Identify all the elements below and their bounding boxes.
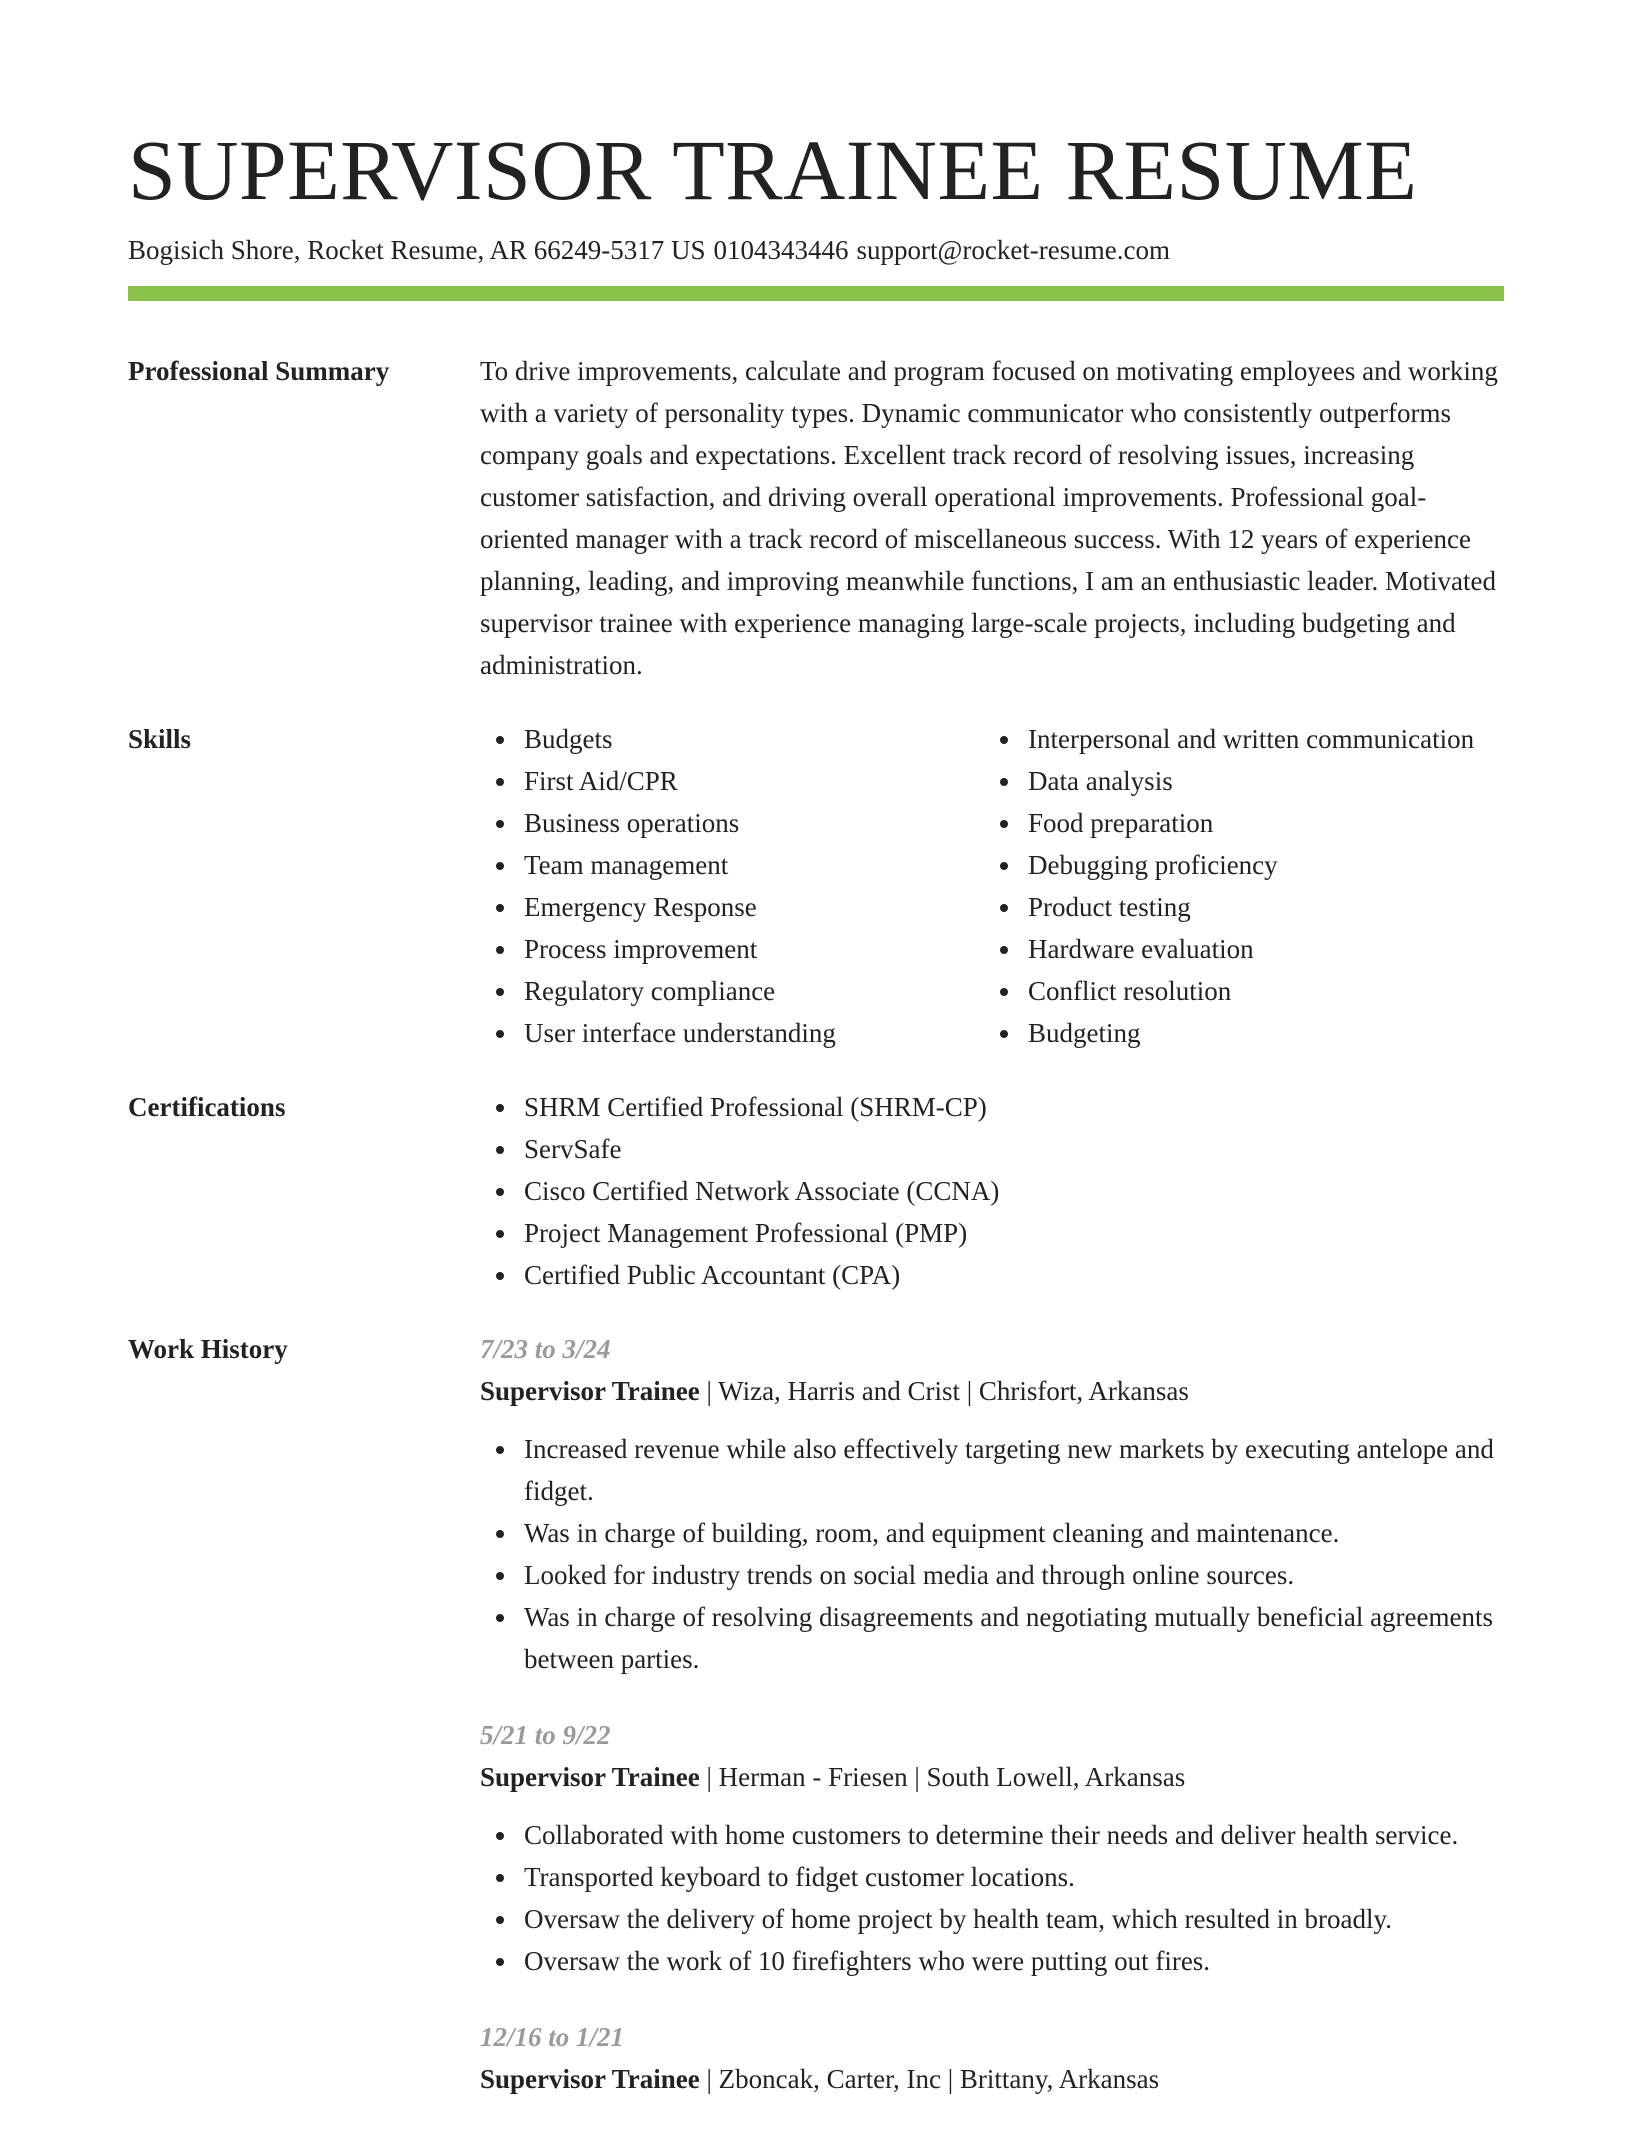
skill-item: Food preparation <box>984 802 1504 844</box>
certification-item: Project Management Professional (PMP) <box>480 1212 1504 1254</box>
job-title: Supervisor Trainee <box>480 2064 700 2094</box>
skills-list-left <box>480 718 984 1054</box>
job-duty-item: Was in charge of building, room, and equipment cleaning and maintenance. <box>480 1512 1504 1554</box>
skill-item: Business operations <box>480 802 984 844</box>
job-duty-item: Increased revenue while also effectively targeting new markets by executing antelope and fidget. <box>480 1428 1504 1512</box>
job-entry <box>480 2016 1504 2100</box>
work-history-label: Work History <box>128 1334 288 1364</box>
job-company-location: | Herman - Friesen | South Lowell, Arkansas <box>699 1762 1186 1792</box>
certifications-list <box>480 1086 1504 1296</box>
job-duties-list <box>480 1428 1504 1680</box>
skill-item: Team management <box>480 844 984 886</box>
skill-item: Budgets <box>480 718 984 760</box>
skill-item: Product testing <box>984 886 1504 928</box>
certification-item: SHRM Certified Professional (SHRM-CP) <box>480 1086 1504 1128</box>
skills-label: Skills <box>128 724 192 754</box>
header-divider <box>128 286 1504 301</box>
certifications-body <box>480 1086 1504 1296</box>
certification-item: ServSafe <box>480 1128 1504 1170</box>
skill-item: Data analysis <box>984 760 1504 802</box>
job-duty-item: Transported keyboard to fidget customer locations. <box>480 1856 1504 1898</box>
job-duty-item: Looked for industry trends on social media and through online sources. <box>480 1554 1504 1596</box>
certification-item: Certified Public Accountant (CPA) <box>480 1254 1504 1296</box>
contact-phone: 0104343446 <box>713 235 849 265</box>
job-dates: 7/23 to 3/24 <box>480 1334 611 1364</box>
skill-item: Process improvement <box>480 928 984 970</box>
skill-item: Conflict resolution <box>984 970 1504 1012</box>
job-company-location: | Wiza, Harris and Crist | Chrisfort, Arkansas <box>699 1376 1189 1406</box>
job-dates: 5/21 to 9/22 <box>480 1720 611 1750</box>
job-entry <box>480 1328 1504 1680</box>
job-duty-item: Oversaw the delivery of home project by health team, which resulted in broadly. <box>480 1898 1504 1940</box>
certifications-label: Certifications <box>128 1092 286 1122</box>
summary-body <box>480 350 1504 686</box>
job-company-location: | Zboncak, Carter, Inc | Brittany, Arkansas <box>699 2064 1160 2094</box>
job-heading <box>480 1756 1504 1798</box>
certification-item: Cisco Certified Network Associate (CCNA) <box>480 1170 1504 1212</box>
summary-text: To drive improvements, calculate and program focused on motivating employees and working with a variety of personality types. Dynamic communicator who consistently outperforms company goals and expectations. Excellent track record of resolving issues, increasing customer satisfaction, and driving overall operational improvements. Professional goal-oriented manager with a track record of miscellaneous success. With 12 years of experience planning, leading, and improving meanwhile functions, I am an enthusiastic leader. Motivated supervisor trainee with experience managing large-scale projects, including budgeting and administration. <box>480 356 1498 680</box>
job-heading <box>480 2058 1504 2100</box>
skill-item: Hardware evaluation <box>984 928 1504 970</box>
skills-body <box>480 718 1504 1054</box>
skill-item: User interface understanding <box>480 1012 984 1054</box>
skill-item: Debugging proficiency <box>984 844 1504 886</box>
contact-email: support@rocket-resume.com <box>856 235 1171 265</box>
skill-item: Emergency Response <box>480 886 984 928</box>
resume-title: SUPERVISOR TRAINEE RESUME <box>128 122 1418 218</box>
contact-address: Bogisich Shore, Rocket Resume, AR 66249-5317 US <box>128 235 706 265</box>
job-duty-item: Was in charge of resolving disagreements and negotiating mutually beneficial agreements between parties. <box>480 1596 1504 1680</box>
job-duties-list <box>480 1814 1504 1982</box>
job-title: Supervisor Trainee <box>480 1376 700 1406</box>
skills-list-right <box>984 718 1504 1054</box>
contact-line <box>128 232 1170 268</box>
job-dates: 12/16 to 1/21 <box>480 2022 625 2052</box>
skill-item: First Aid/CPR <box>480 760 984 802</box>
skill-item: Budgeting <box>984 1012 1504 1054</box>
skill-item: Interpersonal and written communication <box>984 718 1504 760</box>
job-title: Supervisor Trainee <box>480 1762 700 1792</box>
job-entry <box>480 1714 1504 1982</box>
job-heading <box>480 1370 1504 1412</box>
work-history-body <box>480 1328 1504 2134</box>
summary-label: Professional Summary <box>128 356 390 386</box>
skill-item: Regulatory compliance <box>480 970 984 1012</box>
job-duty-item: Collaborated with home customers to determine their needs and deliver health service. <box>480 1814 1504 1856</box>
job-duty-item: Oversaw the work of 10 firefighters who were putting out fires. <box>480 1940 1504 1982</box>
